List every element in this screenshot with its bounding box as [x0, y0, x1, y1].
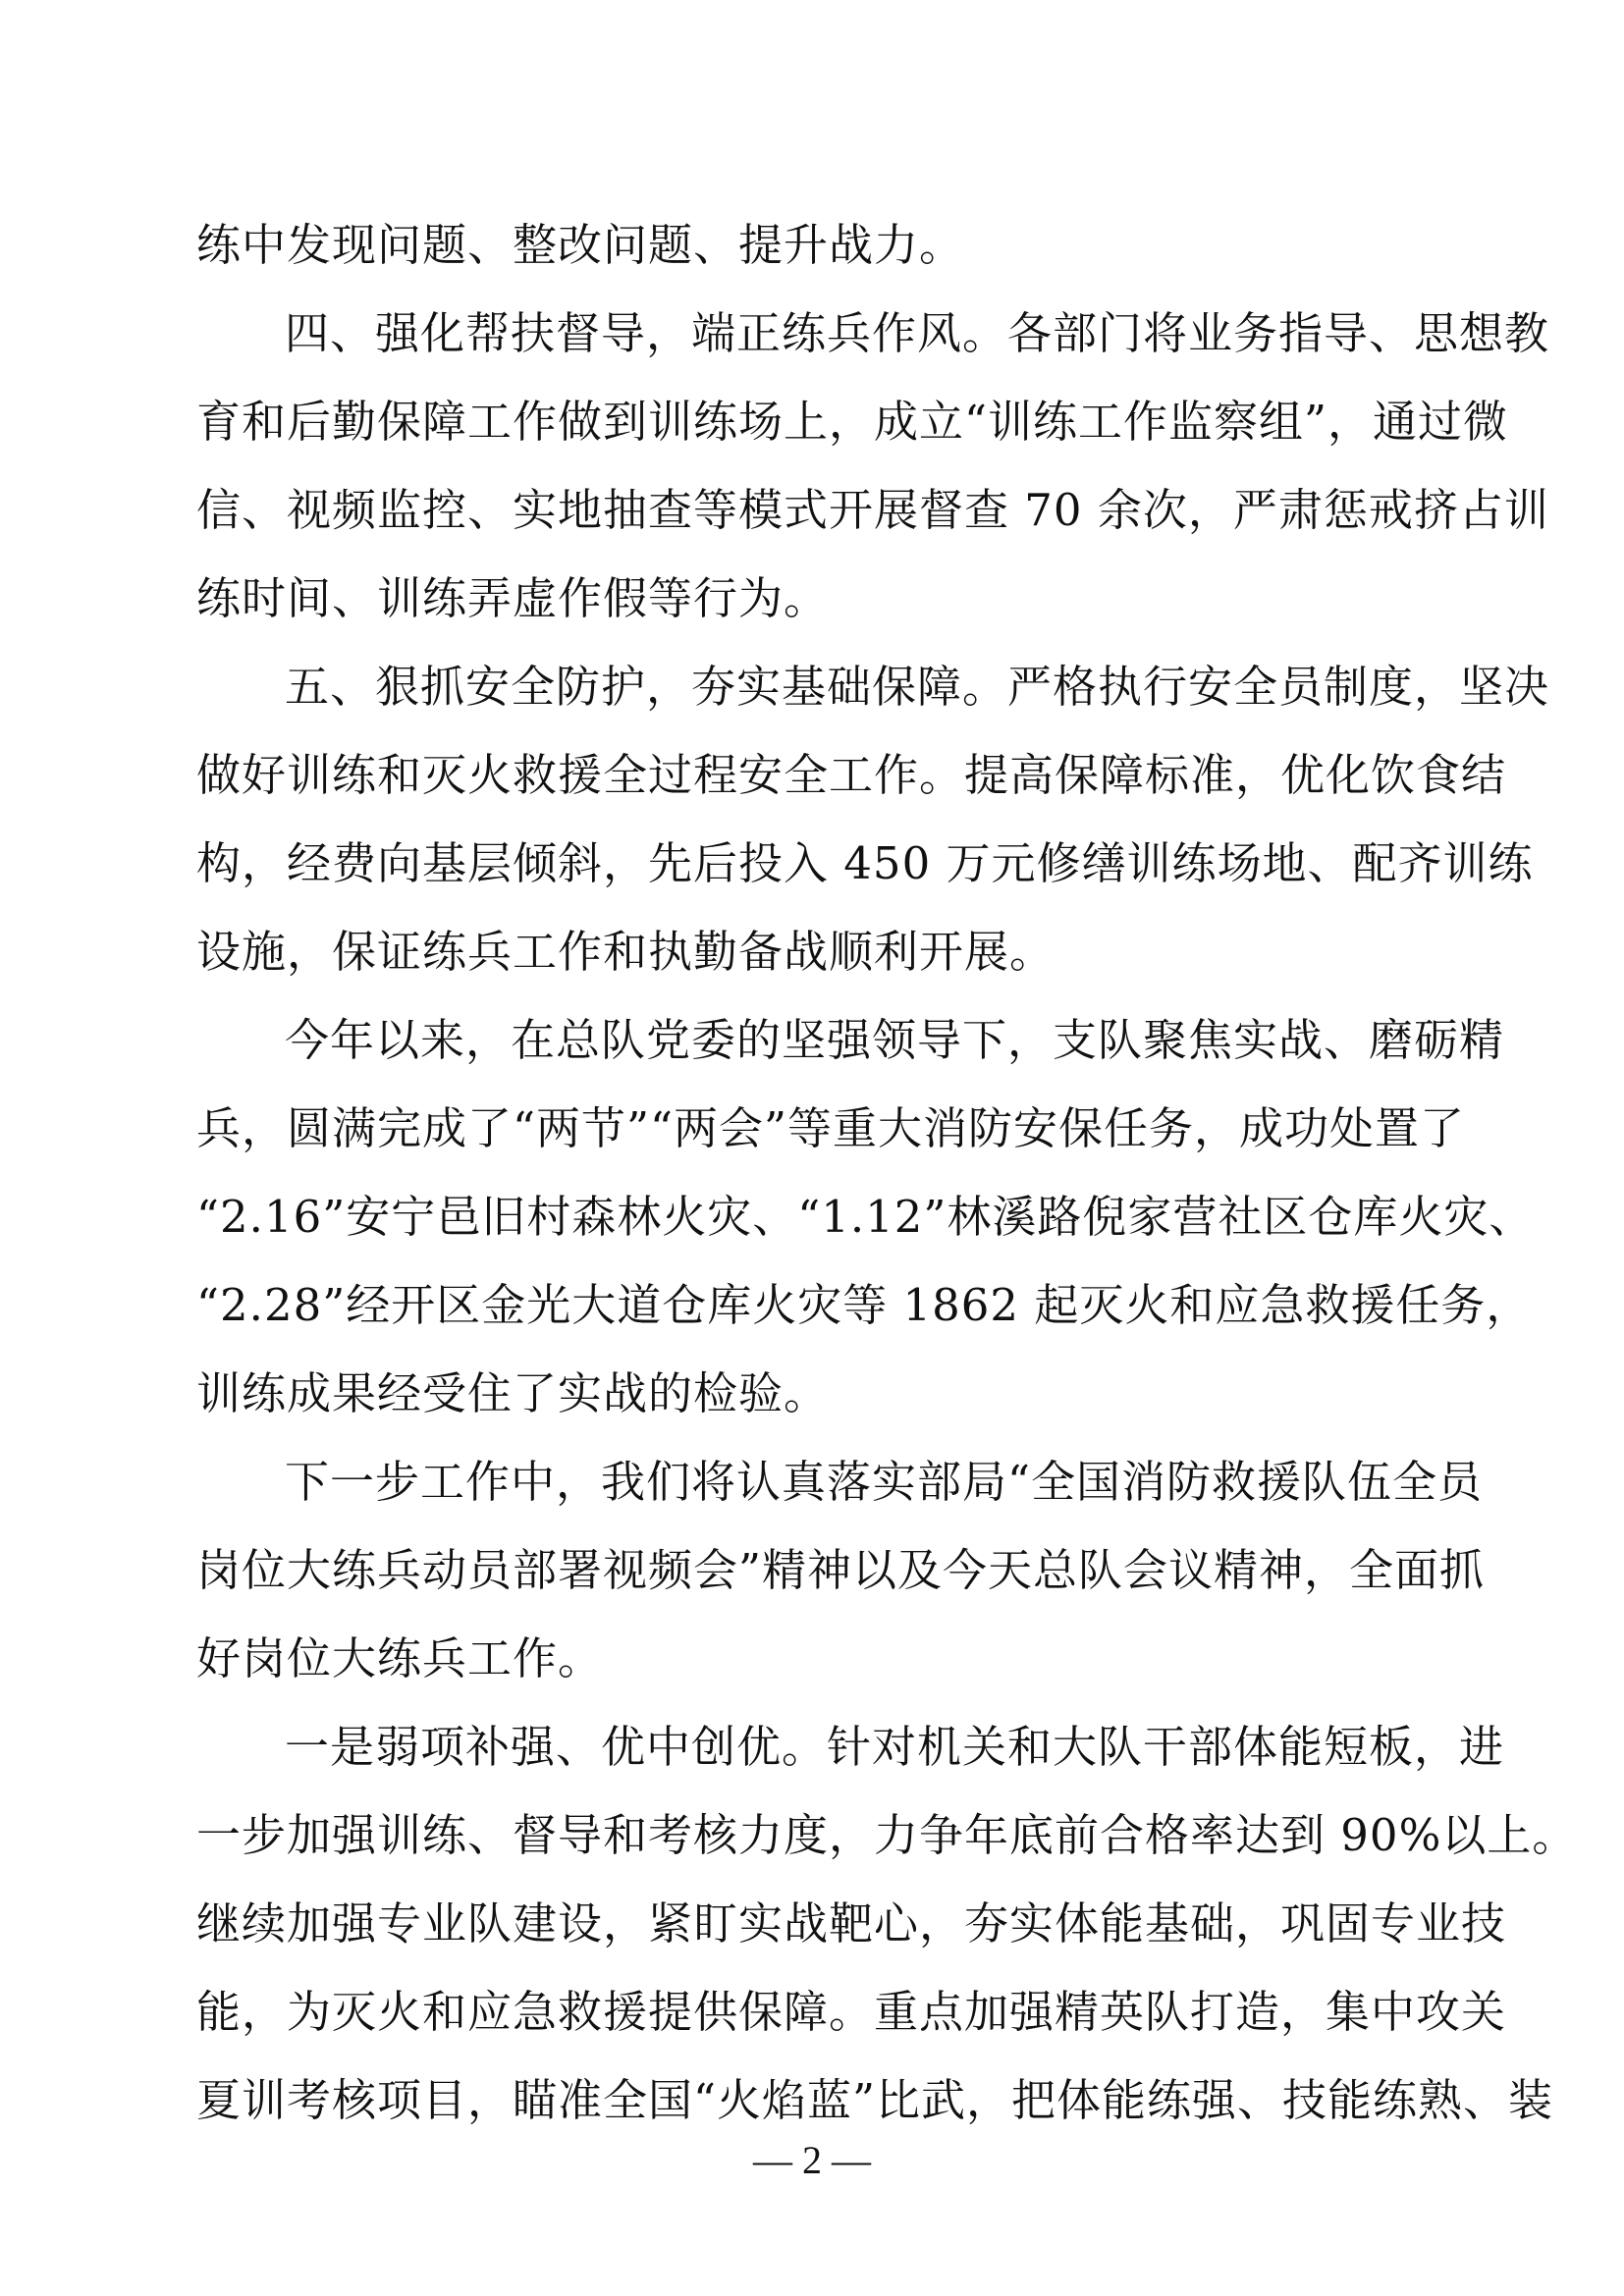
text-line: 信、视频监控、实地抽查等模式开展督查 70 余次，严肃惩戒挤占训: [196, 484, 1549, 536]
text-line: 岗位大练兵动员部署视频会”精神以及今天总队会议精神，全面抓: [196, 1544, 1486, 1596]
text-line: 训练成果经受住了实战的检验。: [196, 1367, 830, 1419]
text-line: “2.28”经开区金光大道仓库火灾等 1862 起灭火和应急救援任务，: [196, 1279, 1532, 1331]
page-number: — 2 —: [753, 2138, 871, 2182]
body-text: [196, 201, 1578, 2145]
text-line: 育和后勤保障工作做到训练场上，成立“训练工作监察组”，通过微: [196, 396, 1509, 448]
text-line: 好岗位大练兵工作。: [196, 1632, 604, 1684]
text-line: 练中发现问题、整改问题、提升战力。: [196, 219, 965, 271]
text-line: 五、狠抓安全防护，夯实基础保障。严格执行安全员制度，坚决: [285, 661, 1550, 713]
text-line: 夏训考核项目，瞄准全国“火焰蓝”比武，把体能练强、技能练熟、装: [196, 2074, 1554, 2126]
text-line: 下一步工作中，我们将认真落实部局“全国消防救援队伍全员: [285, 1456, 1484, 1508]
text-line: 一步加强训练、督导和考核力度，力争年底前合格率达到 90%以上。: [196, 1809, 1578, 1861]
text-line: 做好训练和灭火救援全过程安全工作。提高保障标准，优化饮食结: [196, 749, 1507, 801]
text-line: 今年以来，在总队党委的坚强领导下，支队聚焦实战、磨砺精: [285, 1014, 1505, 1066]
text-line: 兵，圆满完成了“两节”“两会”等重大消防安保任务，成功处置了: [196, 1102, 1466, 1154]
text-line: 练时间、训练弄虚作假等行为。: [196, 572, 830, 624]
text-line: 继续加强专业队建设，紧盯实战靶心，夯实体能基础，巩固专业技: [196, 1897, 1507, 1949]
text-line: 能，为灭火和应急救援提供保障。重点加强精英队打造，集中攻关: [196, 1986, 1507, 2038]
text-line: 一是弱项补强、优中创优。针对机关和大队干部体能短板，进: [285, 1721, 1505, 1773]
text-line: 构，经费向基层倾斜，先后投入 450 万元修缮训练场地、配齐训练: [196, 837, 1534, 889]
text-line: 设施，保证练兵工作和执勤备战顺利开展。: [196, 926, 1056, 978]
text-line: 四、强化帮扶督导，端正练兵作风。各部门将业务指导、思想教: [285, 307, 1550, 359]
text-line: “2.16”安宁邑旧村森林火灾、“1.12”林溪路倪家营社区仓库火灾、: [196, 1191, 1535, 1243]
